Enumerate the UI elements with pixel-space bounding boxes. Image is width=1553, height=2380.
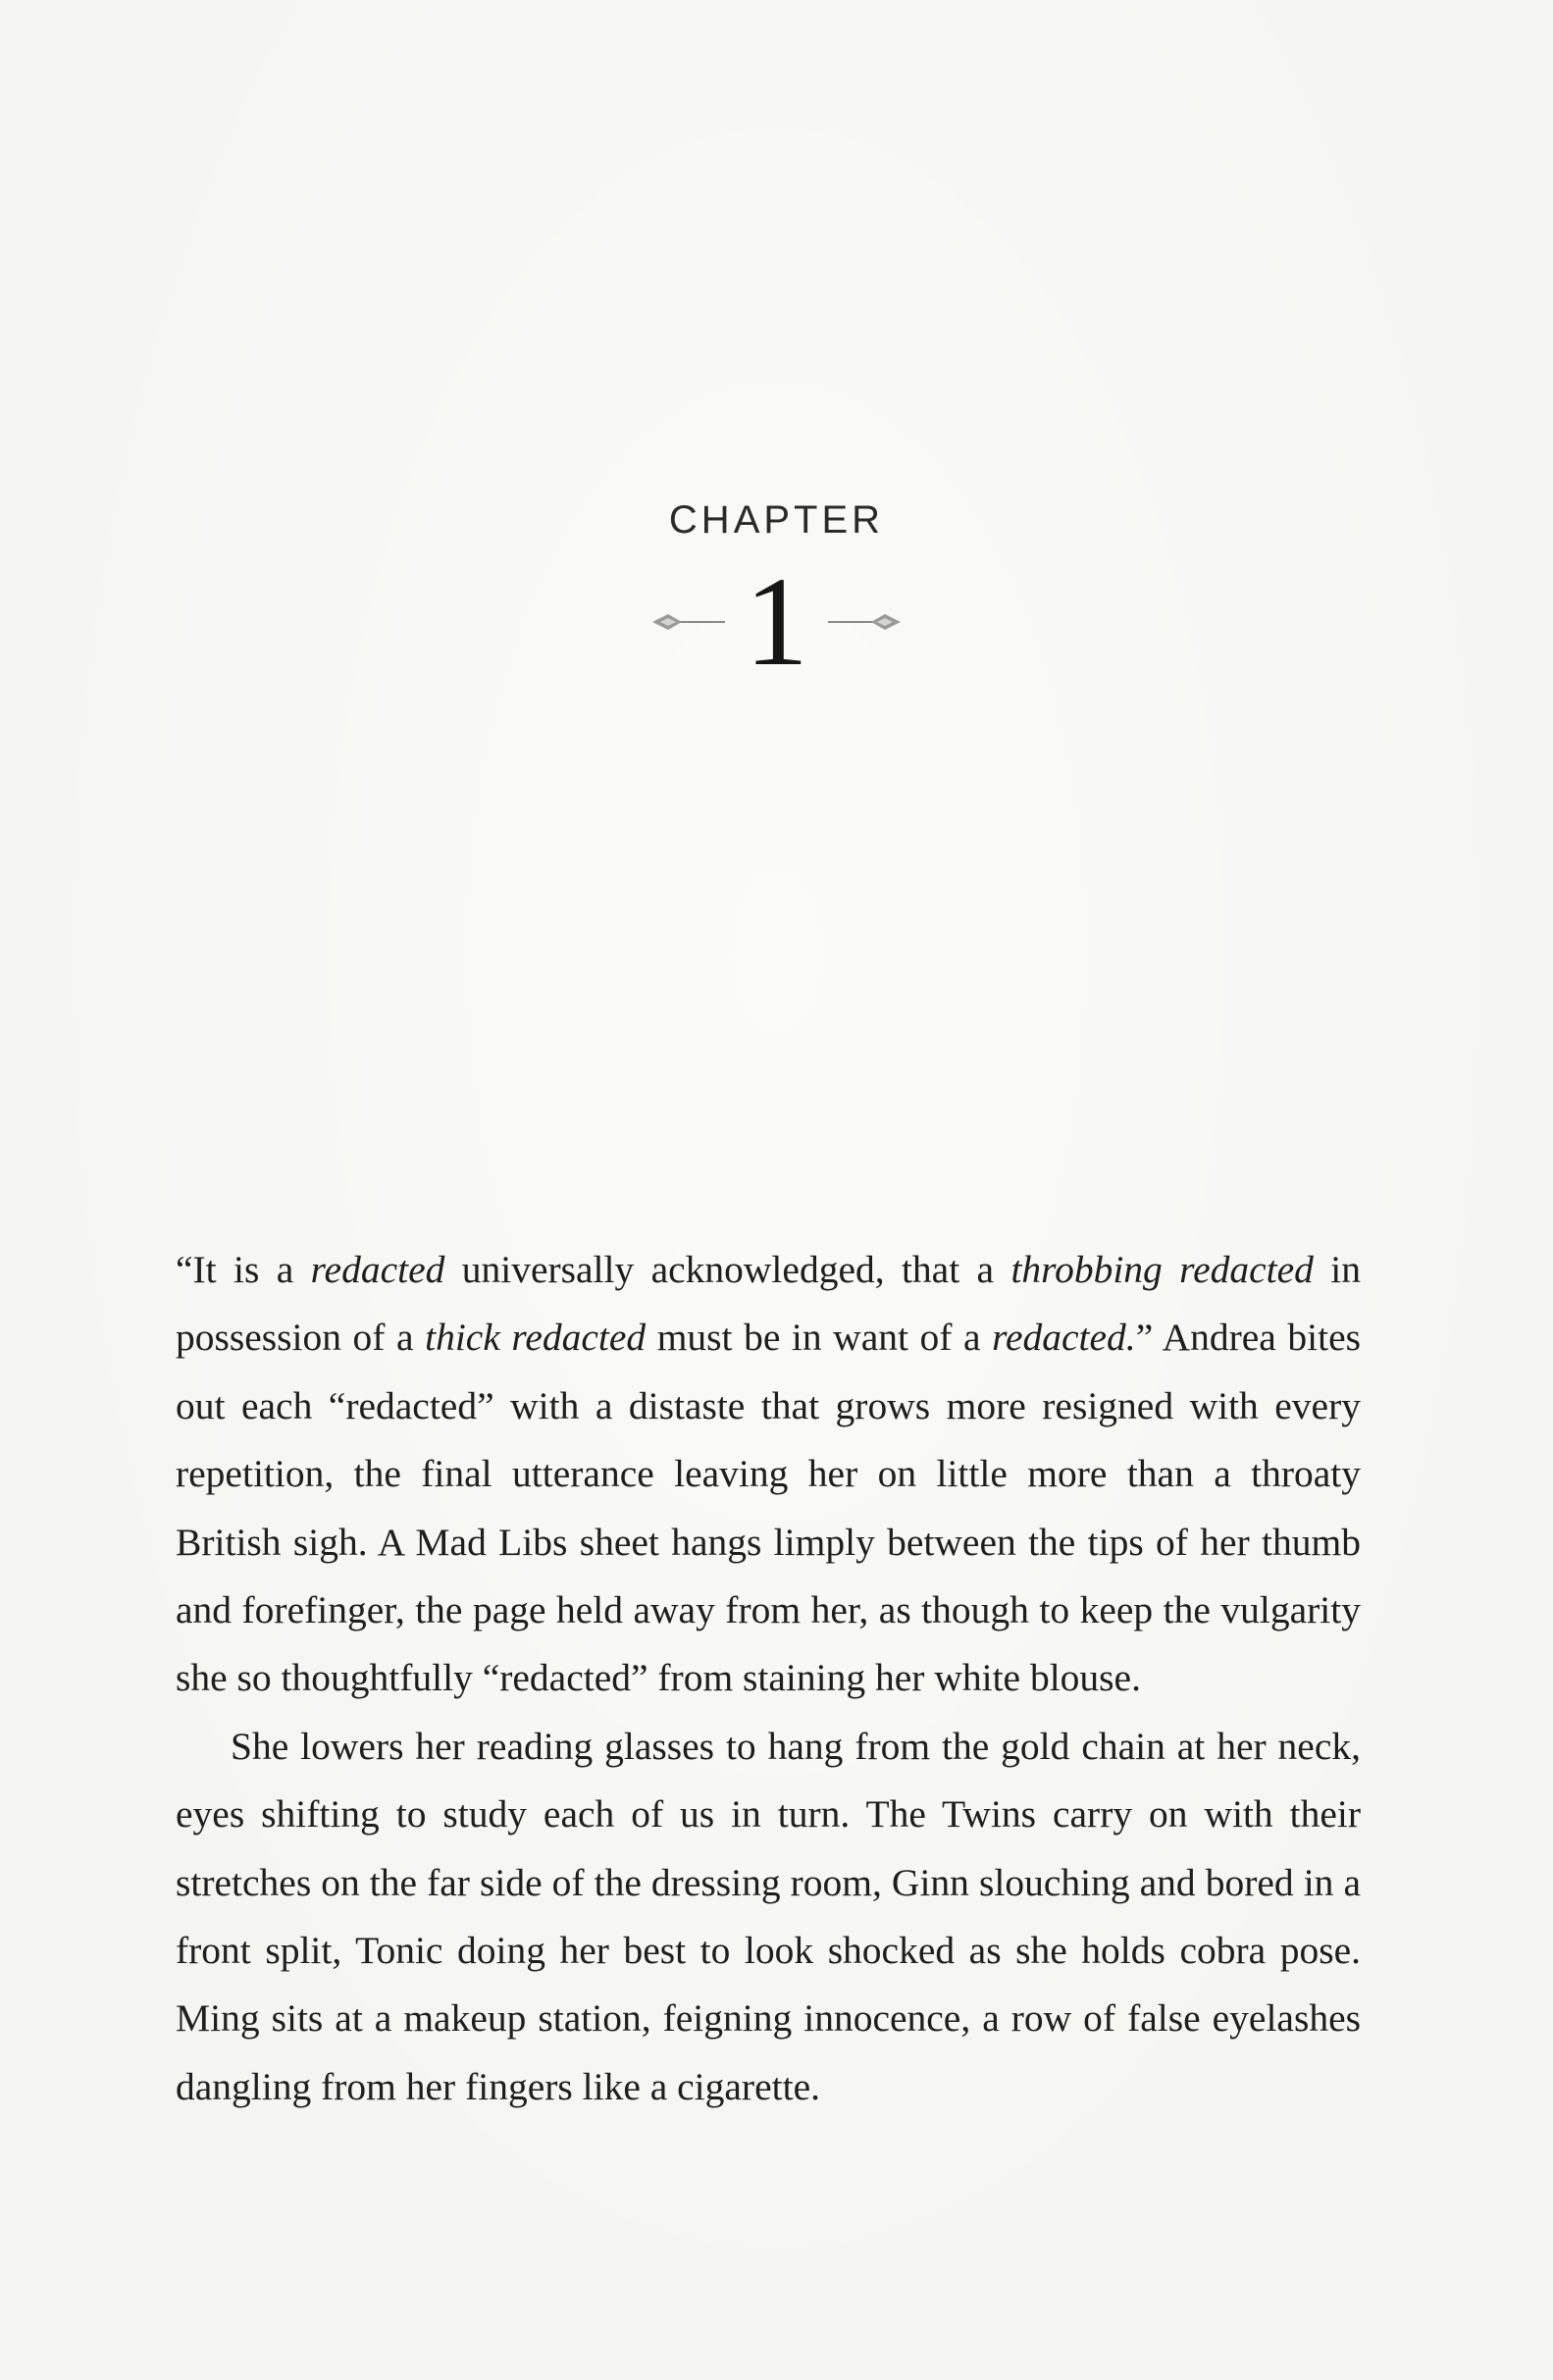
chapter-number: 1 xyxy=(745,551,808,693)
italic-text-segment: redacted. xyxy=(992,1316,1136,1360)
text-segment: must be in want of a xyxy=(646,1316,993,1360)
chapter-label: CHAPTER xyxy=(668,498,885,542)
text-segment: “It is a xyxy=(176,1248,311,1291)
chapter-number-row xyxy=(0,551,1553,693)
text-segment: universally acknowledged, that a xyxy=(444,1248,1011,1291)
text-segment: ” Andrea bites out each “redacted” with a distaste that grows more resigned with every repetition, the final utterance leaving her on little more than a throaty British sigh. A Mad Libs sheet hangs limply between the tips of her thumb and forefinger, the page held away from her, as though to keep the vulgarity she so thoughtfully “redacted” from staining her white blouse. xyxy=(176,1316,1361,1700)
paragraph xyxy=(176,1713,1361,2121)
italic-text-segment: redacted xyxy=(310,1248,445,1291)
italic-text-segment: throbbing redacted xyxy=(1010,1248,1314,1291)
chapter-heading xyxy=(0,491,1553,693)
right-arrow-ornament-icon xyxy=(826,607,905,637)
text-segment: in possession of a xyxy=(176,1248,1361,1360)
italic-text-segment: thick redacted xyxy=(425,1316,647,1360)
chapter-body-text xyxy=(176,1236,1361,2121)
text-segment: She lowers her reading glasses to hang from the gold chain at her neck, eyes shifting to study each of us in turn. The Twins carry on with their stretches on the far side of the dressing room, Ginn slouching and bored in a front split, Tonic doing her best to look shocked as she holds cobra pose. Ming sits at a makeup station, feigning innocence, a row of false eyelashes dangling from her fingers like a cigarette. xyxy=(176,1724,1361,2108)
left-arrow-ornament-icon xyxy=(648,607,727,637)
paragraph xyxy=(176,1236,1361,1713)
